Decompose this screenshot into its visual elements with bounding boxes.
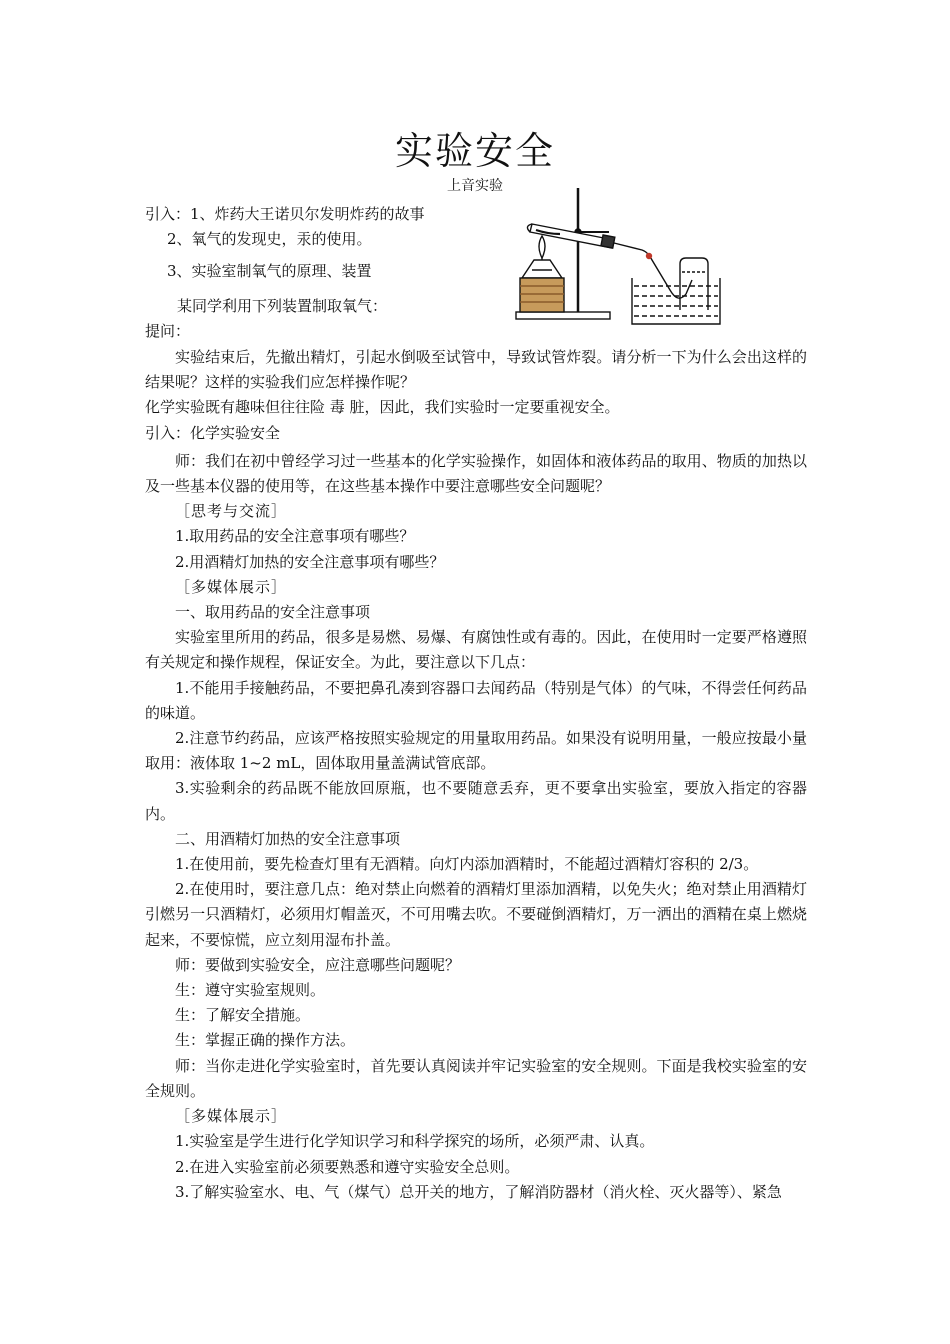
paragraph: 引入：化学实验安全: [145, 423, 281, 442]
paragraph: 师：当你走进化学实验室时，首先要认真阅读并牢记实验室的安全规则。下面是我校实验室的安全规则。: [145, 1056, 807, 1100]
paragraph: 师：我们在初中曾经学习过一些基本的化学实验操作，如固体和液体药品的取用、物质的加热以及一些基本仪器的使用等，在这些基本操作中要注意哪些安全问题呢？: [145, 451, 807, 496]
list-item: 1.实验室是学生进行化学知识学习和科学探究的场所，必须严肃、认真。: [175, 1132, 655, 1151]
paragraph: 生：掌握正确的操作方法。: [175, 1031, 356, 1050]
list-item: 3.实验剩余的药品既不能放回原瓶，也不要随意丢弃，更不要拿出实验室，要放入指定的容器内。: [145, 779, 807, 823]
main-body: [145, 345, 807, 1205]
paragraph: 生：了解安全措施。: [175, 1006, 311, 1025]
section-label: ［思考与交流］: [175, 502, 288, 521]
list-item: 1.在使用前，要先检查灯里有无酒精。向灯内添加酒精时，不能超过酒精灯容积的 2/3。: [175, 855, 759, 874]
intro-line-4: 某同学利用下列装置制取氧气：: [177, 297, 388, 315]
intro-line-2: 2、氧气的发现史，汞的使用。: [167, 230, 372, 248]
intro-line-3: 3、实验室制氧气的原理、装置: [167, 262, 372, 280]
oxygen-preparation-apparatus-icon: [514, 186, 724, 328]
paragraph: 实验结束后，先撤出精灯，引起水倒吸至试管中，导致试管炸裂。请分析一下为什么会出这样的结果呢？这样的实验我们应怎样操作呢？: [145, 348, 807, 392]
list-item: 1.不能用手接触药品，不要把鼻孔凑到容器口去闻药品（特别是气体）的气味，不得尝任何药品的味道。: [145, 678, 807, 722]
page-title: 实验安全: [394, 129, 555, 173]
list-item: 1.取用药品的安全注意事项有哪些？: [175, 527, 415, 546]
section-label: ［多媒体展示］: [175, 1107, 288, 1126]
list-item: 2.在使用时，要注意几点：绝对禁止向燃着的酒精灯里添加酒精，以免失火；绝对禁止用酒精灯引燃另一只酒精灯，必须用灯帽盖灭，不可用嘴去吹。不要碰倒酒精灯，万一洒出的酒精在桌上燃烧起来，不要惊慌，应立刻用湿布扑盖。: [145, 880, 807, 949]
list-item: 3.了解实验室水、电、气（煤气）总开关的地方，了解消防器材（消火栓、灭火器等）、紧急: [175, 1182, 782, 1201]
paragraph: 生：遵守实验室规则。: [175, 981, 326, 1000]
section-label: ［多媒体展示］: [175, 577, 288, 596]
paragraph: 师：要做到实验安全，应注意哪些问题呢？: [175, 955, 461, 974]
section-heading: 二、用酒精灯加热的安全注意事项: [175, 829, 401, 848]
paragraph: 化学实验既有趣味但往往险 毒 脏，因此，我们实验时一定要重视安全。: [145, 398, 620, 417]
list-item: 2.在进入实验室前必须要熟悉和遵守实验安全总则。: [175, 1157, 520, 1176]
paragraph: 实验室里所用的药品，很多是易燃、易爆、有腐蚀性或有毒的。因此，在使用时一定要严格遵照有关规定和操作规程，保证安全。为此，要注意以下几点：: [145, 628, 807, 672]
list-item: 2.注意节约药品，应该严格按照实验规定的用量取用药品。如果没有说明用量，一般应按最小量取用：液体取 1~2 mL，固体取用量盖满试管底部。: [145, 729, 807, 773]
section-heading: 一、取用药品的安全注意事项: [175, 603, 371, 622]
intro-line-1: 引入：1、炸药大王诺贝尔发明炸药的故事: [145, 205, 425, 223]
question-label: 提问：: [145, 322, 191, 340]
list-item: 2.用酒精灯加热的安全注意事项有哪些？: [175, 552, 445, 571]
page-subtitle: 上音实验: [447, 178, 503, 194]
